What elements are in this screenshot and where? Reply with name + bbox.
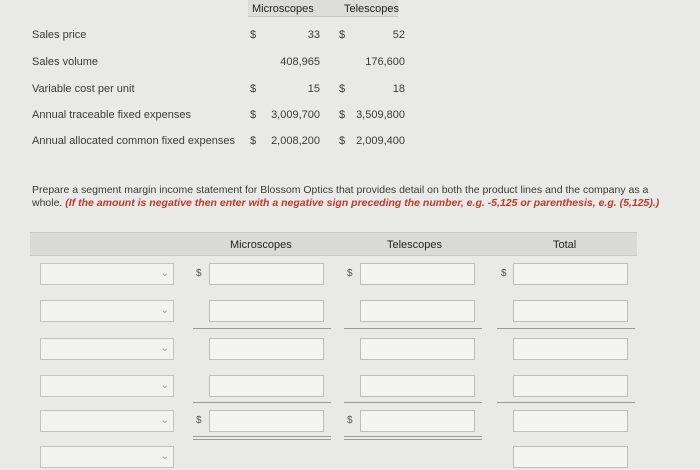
row-m-sym: $ xyxy=(250,109,257,121)
total-double-rule xyxy=(344,436,482,440)
chevron-down-icon: ⌄ xyxy=(160,380,169,391)
currency-sign: $ xyxy=(196,268,202,279)
row-t-sym: $ xyxy=(339,109,346,121)
row-m-val: 2,008,200 xyxy=(271,135,320,147)
answer-col-telescopes: Telescopes xyxy=(387,239,443,251)
subtotal-rule xyxy=(193,328,331,329)
row-m-sym: $ xyxy=(250,83,257,95)
line-item-dropdown[interactable] xyxy=(40,410,174,432)
chevron-down-icon: ⌄ xyxy=(160,343,169,354)
row-t-sym: $ xyxy=(339,29,346,41)
row-t-val: 52 xyxy=(392,29,405,41)
currency-sign: $ xyxy=(347,415,353,426)
currency-sign: $ xyxy=(347,268,353,279)
row-m-val: 15 xyxy=(307,83,320,95)
microscopes-input[interactable] xyxy=(209,375,324,397)
answer-table-header xyxy=(30,232,637,256)
row-m-val: 33 xyxy=(307,29,320,41)
line-item-dropdown[interactable] xyxy=(40,338,174,360)
subtotal-rule xyxy=(344,328,482,329)
telescopes-input[interactable] xyxy=(360,300,475,322)
telescopes-input[interactable] xyxy=(360,410,475,432)
chevron-down-icon: ⌄ xyxy=(160,415,169,426)
row-label-sales-volume: Sales volume xyxy=(32,56,99,68)
total-input[interactable] xyxy=(513,446,628,468)
row-m-val: 3,009,700 xyxy=(271,109,320,121)
telescopes-input[interactable] xyxy=(360,375,475,397)
row-t-val: 3,509,800 xyxy=(356,109,405,121)
subtotal-rule xyxy=(497,328,635,329)
given-col-microscopes: Microscopes xyxy=(252,3,314,15)
currency-sign: $ xyxy=(196,415,202,426)
microscopes-input[interactable] xyxy=(209,300,324,322)
total-double-rule xyxy=(193,436,331,440)
row-label-allocated-common-fixed: Annual allocated common fixed expenses xyxy=(32,135,236,147)
row-m-val: 408,965 xyxy=(280,56,320,68)
telescopes-input[interactable] xyxy=(360,263,475,285)
row-label-traceable-fixed: Annual traceable fixed expenses xyxy=(32,109,191,121)
total-input[interactable] xyxy=(513,338,628,360)
total-input[interactable] xyxy=(513,263,628,285)
telescopes-input[interactable] xyxy=(360,338,475,360)
instructions-hint: (If the amount is negative then enter with a negative sign preceding the number, e.g. -5,125 or parenthesis, e.g. (5,125).) xyxy=(65,197,660,209)
total-input[interactable] xyxy=(513,375,628,397)
subtotal-rule xyxy=(193,402,331,403)
row-label-sales-price: Sales price xyxy=(32,29,87,41)
microscopes-input[interactable] xyxy=(209,410,324,432)
answer-col-total: Total xyxy=(553,239,577,251)
row-t-sym: $ xyxy=(339,135,346,147)
answer-col-microscopes: Microscopes xyxy=(230,239,292,251)
row-t-val: 176,600 xyxy=(365,56,405,68)
chevron-down-icon: ⌄ xyxy=(160,268,169,279)
row-t-val: 2,009,400 xyxy=(356,135,405,147)
line-item-dropdown[interactable] xyxy=(40,375,174,397)
chevron-down-icon: ⌄ xyxy=(160,305,169,316)
row-m-sym: $ xyxy=(250,135,257,147)
row-label-variable-cost: Variable cost per unit xyxy=(32,83,135,95)
row-m-sym: $ xyxy=(250,29,257,41)
instructions xyxy=(32,184,662,210)
line-item-dropdown[interactable] xyxy=(40,263,174,285)
total-input[interactable] xyxy=(513,300,628,322)
given-col-telescopes: Telescopes xyxy=(344,3,400,15)
chevron-down-icon: ⌄ xyxy=(160,451,169,462)
instructions-main: Prepare a segment margin income statement for Blossom Optics that provides detail on both the product lines and the company as a whole. xyxy=(32,184,649,209)
line-item-dropdown[interactable] xyxy=(40,446,174,468)
microscopes-input[interactable] xyxy=(209,338,324,360)
row-t-sym: $ xyxy=(339,83,346,95)
currency-sign: $ xyxy=(501,268,507,279)
subtotal-rule xyxy=(497,402,635,403)
total-input[interactable] xyxy=(513,410,628,432)
row-t-val: 18 xyxy=(392,83,405,95)
line-item-dropdown[interactable] xyxy=(40,300,174,322)
subtotal-rule xyxy=(344,402,482,403)
microscopes-input[interactable] xyxy=(209,263,324,285)
